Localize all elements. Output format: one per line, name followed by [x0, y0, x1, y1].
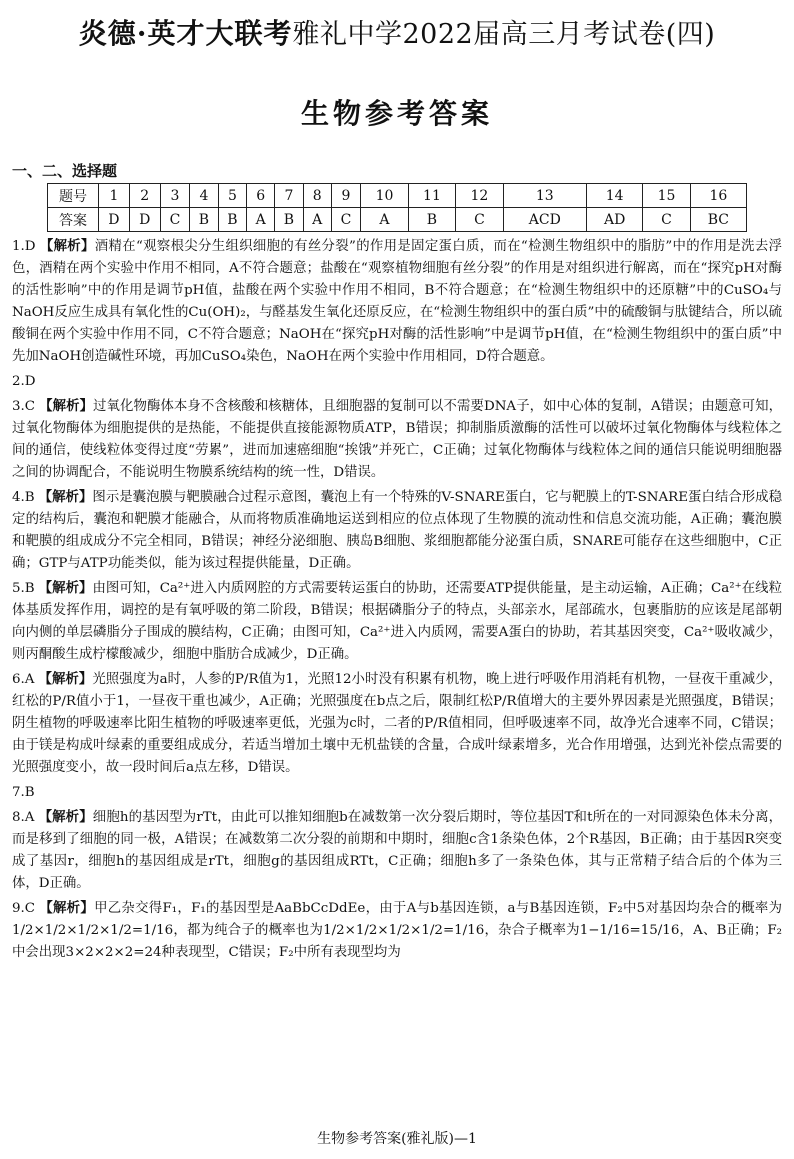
answer-cell: BC — [690, 208, 746, 232]
analysis-tag: 【解析】 — [39, 238, 95, 254]
answer-row — [48, 208, 747, 232]
item-number: 6.A — [12, 672, 35, 687]
explanation-item — [12, 395, 782, 484]
analysis-tag: 【解析】 — [38, 809, 93, 825]
item-number: 3.C — [12, 399, 36, 414]
question-number: 13 — [503, 184, 586, 208]
question-number: 16 — [690, 184, 746, 208]
question-number: 12 — [456, 184, 503, 208]
item-text: 酒精在“观察根尖分生组织细胞的有丝分裂”的作用是固定蛋白质，而在“检测生物组织中的脂肪”中的作用是洗去浮色，酒精在两个实验中作用不相同，A不符合题意；盐酸在“观察植物细胞有丝分裂”的作用是对组织进行解离，而在“探究pH对酶的活性影响”中的作用是调节pH值，盐酸在两个实验中作用不相同，B不符合题意；在“检测生物组织中的还原糖”中的CuSO₄与NaOH反应生成具有氧化性的Cu(OH)₂，与醛基发生氧化还原反应，在“检测生物组织中的蛋白质”中的硫酸铜与肽键结合，所以硫酸铜在两个实验中作用不同，C不符合题意；NaOH在“探究pH对酶的活性影响”中是调节pH值，在“检测生物组织中的蛋白质”中先加NaOH创造碱性环境，再加CuSO₄染色，NaOH在两个实验中作用相同，D符合题意。 — [12, 239, 782, 364]
answer-cell: D — [129, 208, 160, 232]
analysis-tag: 【解析】 — [38, 489, 93, 505]
explanation-item — [12, 668, 782, 779]
row-label-number: 题号 — [48, 184, 99, 208]
answer-cell: D — [99, 208, 130, 232]
question-number: 11 — [408, 184, 455, 208]
question-number: 8 — [303, 184, 331, 208]
brand-name: 炎德·英才大联考 — [78, 17, 293, 50]
answer-cell: B — [408, 208, 455, 232]
explanation-item — [12, 897, 782, 964]
item-number: 4.B — [12, 490, 35, 505]
question-number: 2 — [129, 184, 160, 208]
explanation-item — [12, 781, 782, 804]
page-title: 生物参考答案 — [300, 97, 493, 130]
question-number: 14 — [586, 184, 642, 208]
section-title: 一、二、选择题 — [12, 162, 118, 180]
question-number: 3 — [160, 184, 190, 208]
item-text: 光照强度为a时，人参的P/R值为1，光照12小时没有积累有机物，晚上进行呼吸作用消耗有机物，一昼夜干重减少，红松的P/R值小于1，一昼夜干重也减少，A正确；光照强度在b点之后，限制红松P/R值增大的主要外界因素是光照强度，B错误；阴生植物的呼吸速率比阳生植物的呼吸速率更低，光强为c时，二者的P/R值相同，但呼吸速率不同，故净光合速率不同，C错误；由于镁是构成叶绿素的重要组成成分，若适当增加土壤中无机盐镁的含量，合成叶绿素增多，光合作用增强，达到光补偿点需要的光照强度变小，故一段时间后a点左移，D错误。 — [12, 672, 782, 775]
page-footer: 生物参考答案(雅礼版)—1 — [317, 1131, 477, 1147]
question-number: 10 — [361, 184, 408, 208]
answer-cell: C — [456, 208, 503, 232]
analysis-tag: 【解析】 — [39, 398, 94, 414]
analysis-tag: 【解析】 — [38, 671, 93, 687]
answer-cell: A — [361, 208, 408, 232]
item-text: 图示是囊泡膜与靶膜融合过程示意图，囊泡上有一个特殊的V-SNARE蛋白，它与靶膜上的T-SNARE蛋白结合形成稳定的结构后，囊泡和靶膜才能融合，从而将物质准确地运送到相应的位点体现了生物膜的流动性和信息交流功能，A正确；囊泡膜和靶膜的组成成分不完全相同，B错误；神经分泌细胞、胰岛B细胞、浆细胞都能分泌蛋白质，SNARE可能存在这些细胞中，C正确；GTP与ATP功能类似，能为该过程提供能量，D正确。 — [12, 490, 783, 571]
row-label-answer: 答案 — [48, 208, 99, 232]
item-number: 7.B — [12, 785, 35, 800]
item-text: 过氧化物酶体本身不含核酸和核糖体，且细胞器的复制可以不需要DNA子，如中心体的复制，A错误；由题意可知，过氧化物酶体为细胞提供的是热能，不能提供直接能源物质ATP，B错误；抑制脂质激酶的活性可以破坏过氧化物酶体与线粒体之间的通信，使线粒体变得过度“劳累”，进而加速癌细胞“挨饿”并死亡，C正确；过氧化物酶体与线粒体之间的通信只能说明细胞器之间的协调配合，不能说明生物膜系统结构的统一性，D错误。 — [12, 399, 782, 480]
answer-cell: ACD — [503, 208, 586, 232]
item-number: 1.D — [12, 239, 36, 254]
item-number: 5.B — [12, 581, 35, 596]
answer-cell: AD — [586, 208, 642, 232]
explanation-item — [12, 486, 782, 575]
item-number: 9.C — [12, 901, 36, 916]
item-number: 8.A — [12, 810, 35, 825]
question-number: 1 — [99, 184, 130, 208]
question-number: 7 — [275, 184, 303, 208]
answer-cell: C — [331, 208, 361, 232]
item-text: 细胞h的基因型为rTt，由此可以推知细胞b在减数第一次分裂后期时，等位基因T和t所在的一对同源染色体未分离，而是移到了细胞的同一极，A错误；在减数第二次分裂的前期和中期时，细胞c含1条染色体，2个R基因，B正确；由于基因R突变成了基因r，细胞h的基因组成是rTt，细胞g的基因组成RTt，C正确；细胞h多了一条染色体，其与正常精子结合后的个体为三体，D正确。 — [12, 810, 783, 891]
answer-cell: B — [275, 208, 303, 232]
answer-cell: B — [218, 208, 246, 232]
question-number-row — [48, 184, 747, 208]
question-number: 4 — [190, 184, 218, 208]
explanations — [12, 235, 782, 966]
explanation-item — [12, 806, 782, 895]
answer-cell: B — [190, 208, 218, 232]
answer-cell: C — [160, 208, 190, 232]
explanation-item — [12, 235, 782, 368]
answer-cell: A — [247, 208, 275, 232]
answer-cell: A — [303, 208, 331, 232]
question-number: 6 — [247, 184, 275, 208]
analysis-tag: 【解析】 — [38, 580, 93, 596]
item-text: 甲乙杂交得F₁，F₁的基因型是AaBbCcDdEe，由于A与b基因连锁，a与B基因连锁，F₂中5对基因均杂合的概率为1/2×1/2×1/2×1/2=1/16，都为纯合子的概率也为1/2×1/2×1/2×1/2=1/16，杂合子概率为1−1/16=15/16，A、B正确；F₂中会出现3×2×2×2=24种表现型，C错误；F₂中所有表现型均为 — [12, 901, 782, 960]
answer-table — [47, 183, 747, 232]
item-number: 2.D — [12, 374, 36, 389]
answer-cell: C — [643, 208, 690, 232]
explanation-item — [12, 577, 782, 666]
question-number: 5 — [218, 184, 246, 208]
question-number: 15 — [643, 184, 690, 208]
exam-header — [0, 12, 794, 52]
explanation-item — [12, 370, 782, 393]
analysis-tag: 【解析】 — [39, 900, 95, 916]
question-number: 9 — [331, 184, 361, 208]
item-text: 由图可知，Ca²⁺进入内质网腔的方式需要转运蛋白的协助，还需要ATP提供能量，是主动运输，A正确；Ca²⁺在线粒体基质发挥作用，调控的是有氧呼吸的第二阶段，B错误；根据磷脂分子的特点，头部亲水，尾部疏水，包裹脂肪的应该是尾部朝向内侧的单层磷脂分子围成的膜结构，C正确；由图可知，Ca²⁺进入内质网，需要A蛋白的协助，若其基因突变，Ca²⁺吸收减少，则丙酮酸生成柠檬酸减少，细胞中脂肪合成减少，D正确。 — [12, 581, 782, 662]
exam-title: 雅礼中学2022届高三月考试卷(四) — [292, 19, 716, 50]
